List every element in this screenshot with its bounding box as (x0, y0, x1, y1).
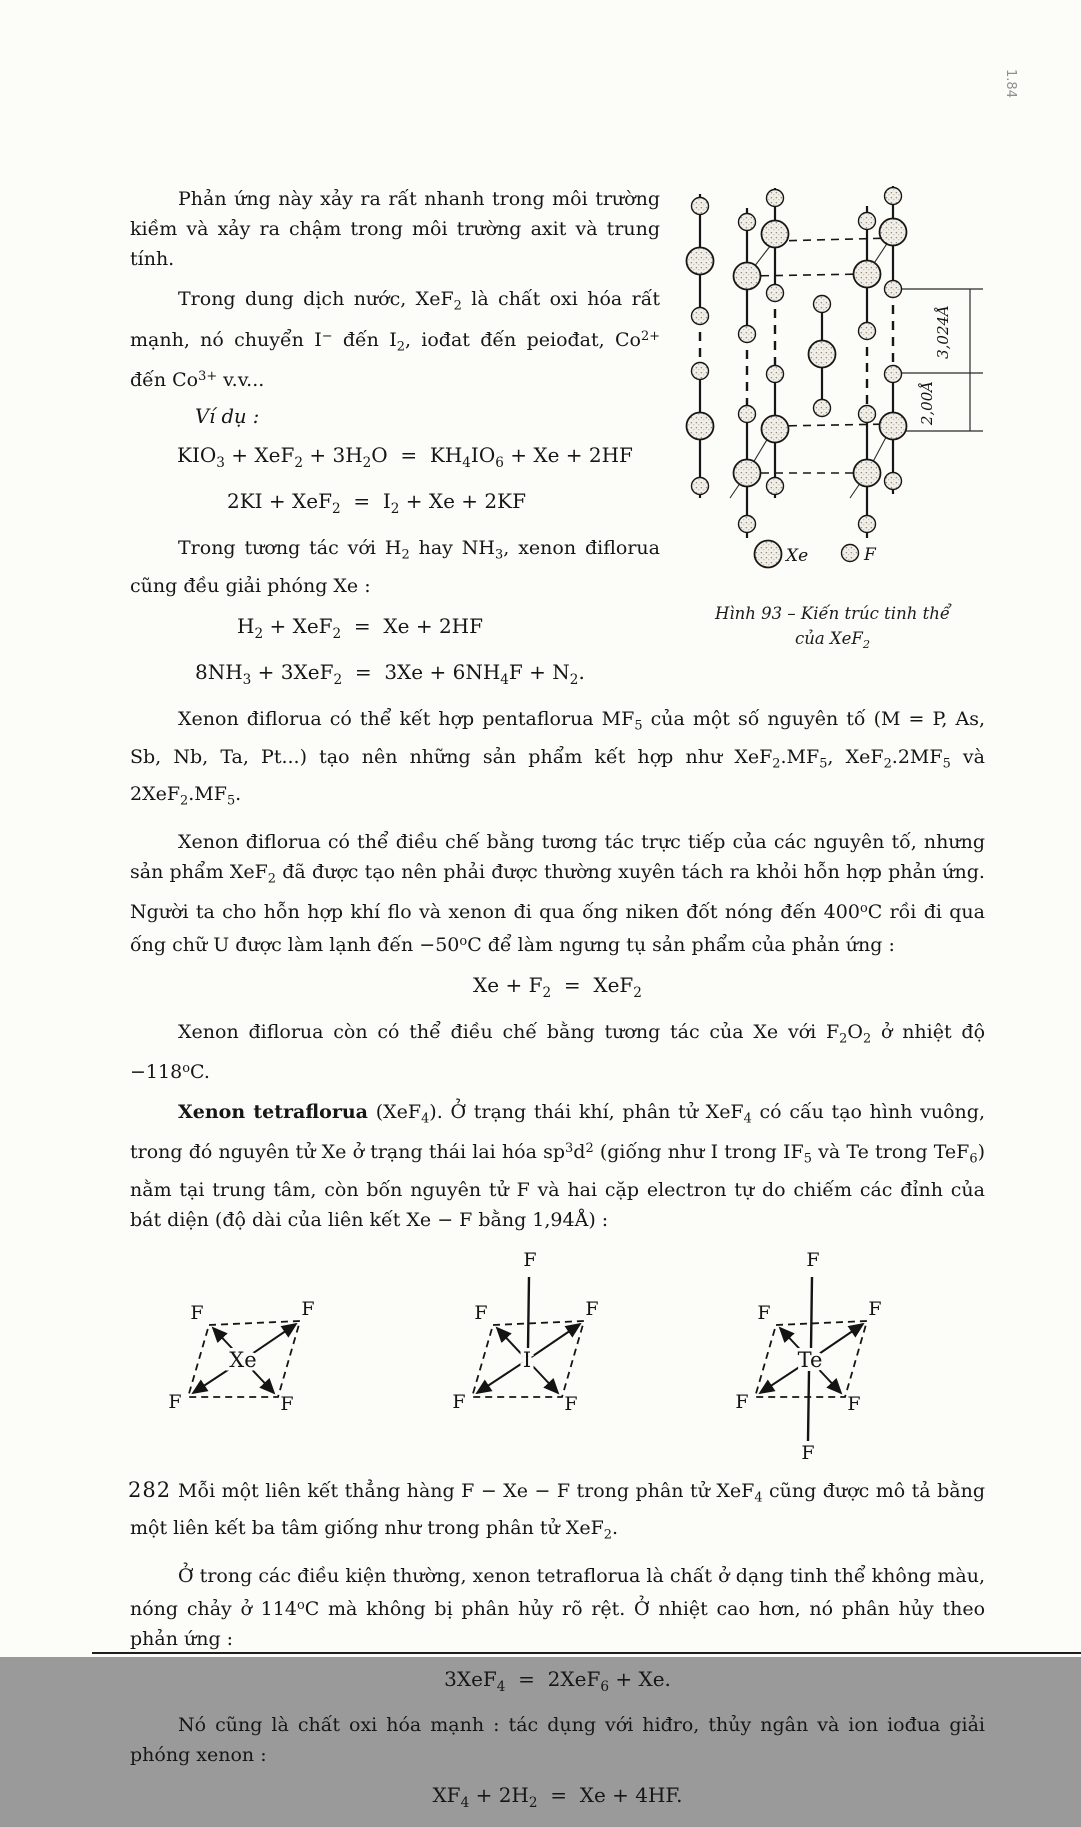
legend-f-icon (842, 545, 859, 562)
f-label-top-left: F (757, 1301, 771, 1324)
f-label-bottom-left: F (451, 1390, 466, 1413)
page-content (130, 184, 985, 1827)
paragraph-normal-conditions: Ở trong các điều kiện thường, xenon tetraflorua là chất ở dạng tinh thể không màu, nóng chảy ở 114$^o$C mà không bị phân hủy rõ rệt. Ở nhiệt cao hơn, nó phân hủy theo phản ứng : (130, 1564, 986, 1650)
equation-xe-f2: $Xe + F_2 = XeF_2$ (473, 972, 642, 1001)
equation-kio3: $KIO_3 + XeF_2 + 3H_2O = KH_4IO_6 + Xe + 2HF$ (177, 442, 633, 471)
central-atom-label: Xe (229, 1347, 257, 1372)
pencil-margin-mark: 1.84 (1002, 69, 1018, 98)
equation-xf4-2h2: $XF_4 + 2H_2 = Xe + 4HF$. (432, 1783, 683, 1812)
paragraph-f2o2-preparation: Xenon điflorua còn có thể điều chế bằng tương tác của Xe với $F_2O_2$ ở nhiệt độ $-118^oC$. (130, 1020, 986, 1083)
f-label-bottom-right: F (847, 1392, 861, 1415)
legend-xe-icon (755, 541, 782, 568)
f-label-bottom-right: F (563, 1392, 578, 1415)
f-label-axial-top: F (522, 1248, 537, 1271)
f-label-bottom-left: F (735, 1390, 749, 1413)
example-label: Ví dụ : (195, 404, 260, 428)
f-label-bottom-left: F (168, 1390, 182, 1413)
molecule-diagrams-row (130, 1247, 985, 1462)
equation-3xef4: 3XeF$_4$ = 2XeF$_6$ + Xe. (444, 1666, 671, 1695)
figure-93 (680, 186, 985, 657)
figure-caption-line2: của XeF$_2$ (794, 629, 871, 651)
paragraph-xenon-tetrafluoride: Xenon tetraflorua (XeF$_4$). Ở trạng thái khí, phân tử XeF$_4$ có cấu tạo hình vuông, trong đó nguyên tử Xe ở trạng thái lai hóa $sp^3d^2$ (giống như I trong $IF_5$ và Te trong TeF$_6$) nằm tại trung tâm, còn bốn nguyên tử F và hai cặp electron tự do chiếm các đỉnh của bát diện (độ dài của liên kết Xe − F bằng 1,94Å) : (130, 1100, 985, 1231)
f-label-axial-top: F (806, 1248, 820, 1271)
f-label-top-right: F (868, 1297, 882, 1320)
f-label-axial-bottom: F (801, 1441, 815, 1464)
cell-dimension-label: 3,024Å (934, 305, 952, 359)
f-label-top-right: F (584, 1297, 599, 1320)
legend-f-label: F (864, 545, 876, 565)
paragraph-strong-oxidizer: Nó cũng là chất oxi hóa mạnh : tác dụng với hiđro, thủy ngân và ion iođua giải phóng xenon : (130, 1714, 985, 1767)
equation-8nh3: $8NH_3 + 3XeF_2 = 3Xe + 6NH_4F + N_2$. (195, 660, 585, 689)
tef6-molecule-diagram (722, 1247, 897, 1462)
paragraph-preparation: Xenon điflorua có thể điều chế bằng tương tác trực tiếp của các nguyên tố, nhưng sản phẩm XeF$_2$ đã được tạo nên phải được thường xuyên tách ra khỏi hỗn hợp phản ứng. Người ta cho hỗn hợp khí flo và xenon đi qua ống niken đốt nóng đến 400$^o$C rồi đi qua ống chữ U được làm lạnh đến $-50^oC$ để làm ngưng tụ sản phẩm của phản ứng : (130, 830, 985, 956)
central-atom-label: I (522, 1347, 531, 1372)
central-atom-label: Te (797, 1347, 823, 1372)
figure-caption (680, 601, 985, 657)
paragraph-pentafluoride-adducts: Xenon điflorua có thể kết hợp pentaflorua $MF_5$ của một số nguyên tố (M = P, As, Sb, Nb, Ta, Pt...) tạo nên những sản phẩm kết hợp như $XeF_2.MF_5$, $XeF_2.2MF_5$ và $2XeF_2.MF_5$. (130, 708, 986, 809)
f-label-top-left: F (473, 1301, 488, 1324)
equation-2ki: $2KI + XeF_2 = I_2 + Xe + 2KF$ (227, 489, 526, 518)
bond-length-label: 2,00Å (918, 380, 936, 426)
paragraph-reaction-speed: Phản ứng này xảy ra rất nhanh trong môi trường kiềm và xảy ra chậm trong môi trường axit và trung tính. (130, 188, 660, 270)
page-number: 282 (128, 1478, 172, 1502)
xef2-crystal-structure-diagram (680, 186, 985, 581)
scan-edge-line (92, 1652, 1081, 1654)
equation-h2-xef2: $H_2 + XeF_2 = Xe + 2HF$ (237, 613, 483, 642)
xef4-molecule-diagram (155, 1247, 330, 1462)
paragraph-h2-nh3: Trong tương tác với $H_2$ hay $NH_3$, xenon điflorua cũng đều giải phóng Xe : (130, 537, 660, 597)
figure-caption-line1: Hình 93 – Kiến trúc tinh thể (715, 604, 950, 623)
if5-molecule-diagram (439, 1247, 614, 1462)
paragraph-aqueous-oxidizer: Trong dung dịch nước, XeF$_2$ là chất oxi hóa rất mạnh, nó chuyển I− đến $I_2$, iođat đến peiođat, $Co^{2+}$ đến $Co^{3+}$ v.v... (130, 288, 660, 391)
f-label-top-left: F (190, 1301, 204, 1324)
f-label-top-right: F (301, 1297, 315, 1320)
f-label-bottom-right: F (280, 1392, 294, 1415)
legend-xe-label: Xe (786, 546, 809, 566)
paragraph-three-center-bond: Mỗi một liên kết thẳng hàng F − Xe − F trong phân tử XeF$_4$ cũng được mô tả bằng một liên kết ba tâm giống như trong phân tử XeF$_2$. (130, 1479, 985, 1543)
